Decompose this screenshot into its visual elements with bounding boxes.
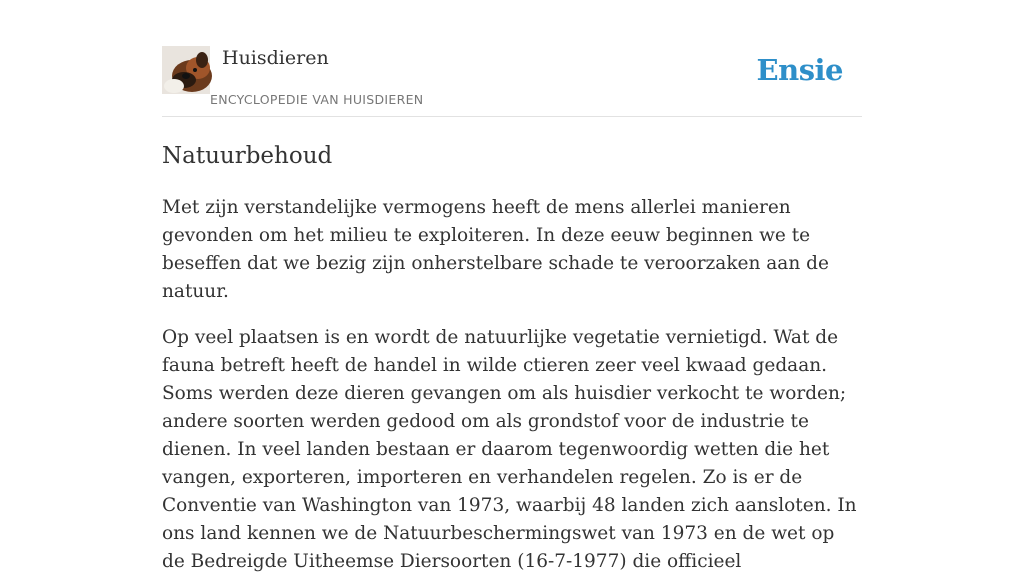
site-header — [162, 46, 862, 117]
article-paragraph: Met zijn verstandelijke vermogens heeft de mens allerlei manieren gevonden om het milieu te exploiteren. In deze eeuw beginnen we te beseffen dat we bezig zijn onherstelbare schade te veroorzaken aan de natuur. — [162, 197, 829, 302]
page — [162, 0, 862, 576]
article-title: Natuurbehoud — [162, 143, 333, 169]
dog-avatar-icon[interactable] — [162, 46, 210, 94]
site-subtitle: ENCYCLOPEDIE VAN HUISDIEREN — [210, 92, 424, 107]
article-paragraph: Op veel plaatsen is en wordt de natuurlijke vegetatie vernietigd. Wat de fauna betreft heeft de handel in wilde ctieren zeer veel kwaad gedaan. Soms werden deze dieren gevangen om als huisdier verkocht te worden; andere soorten werden gedood om als grondstof voor de industrie te dienen. In veel landen bestaan er daarom tegenwoordig wetten die het vangen, exporteren, importeren en verhandelen regelen. Zo is er de Conventie van Washington van 1973, waarbij 48 landen zich aansloten. In ons land kennen we de Natuurbeschermingswet van 1973 en de wet op de Bedreigde Uitheemse Diersoorten (16-7-1977) die officieel — [162, 327, 857, 572]
ensie-logo-link[interactable]: Ensie — [756, 53, 843, 87]
site-title[interactable]: Huisdieren — [222, 47, 329, 69]
